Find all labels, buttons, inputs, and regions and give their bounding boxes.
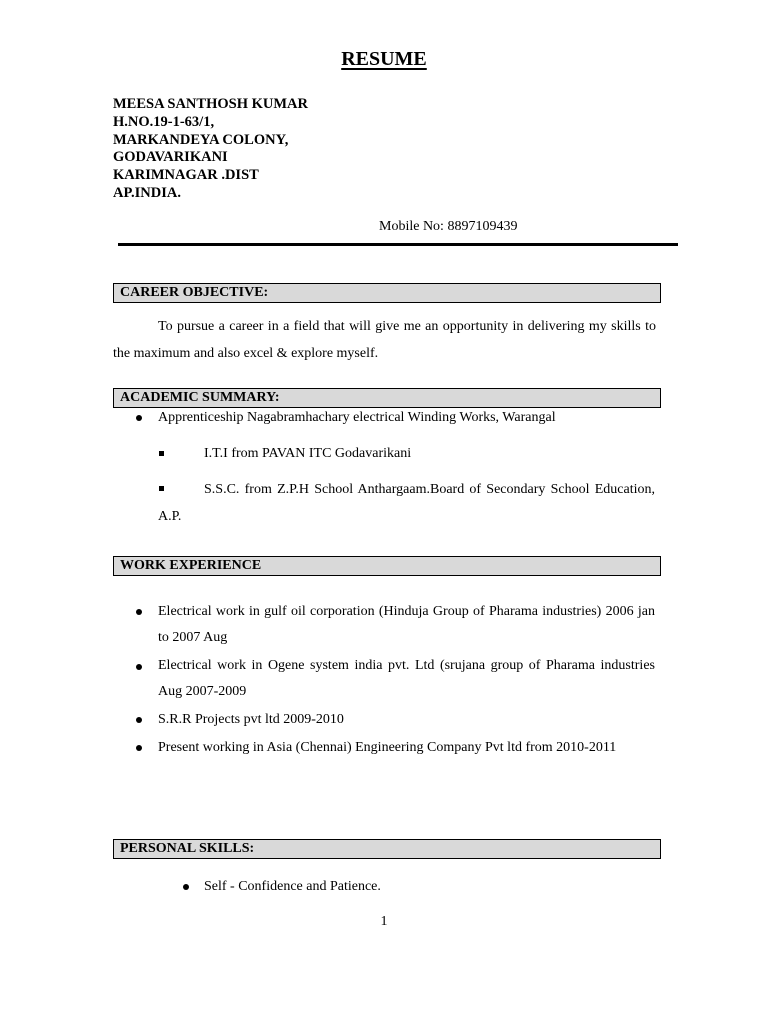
bullet-dot-icon — [136, 664, 142, 670]
mobile-number: Mobile No: 8897109439 — [379, 219, 518, 234]
address-line: KARIMNAGAR .DIST — [113, 167, 259, 184]
header-divider — [118, 243, 678, 246]
address-line: AP.INDIA. — [113, 184, 181, 201]
section-heading-academic-summary: ACADEMIC SUMMARY: — [113, 388, 661, 408]
list-item: I.T.I from PAVAN ITC Godavarikani — [204, 446, 412, 461]
bullet-dot-icon — [136, 717, 142, 723]
page-number: 1 — [380, 914, 388, 929]
list-item: Present working in Asia (Chennai) Engineering Company Pvt ltd from 2010-2011 — [158, 740, 617, 755]
bullet-dot-icon — [136, 745, 142, 751]
list-item: Self - Confidence and Patience. — [204, 879, 381, 894]
bullet-square-icon — [159, 451, 164, 456]
bullet-dot-icon — [136, 415, 142, 421]
bullet-dot-icon — [136, 609, 142, 615]
career-objective-body: To pursue a career in a field that will give me an opportunity in delivering my skills to the maximum and also excel & explore myself. — [113, 319, 656, 361]
list-item: Electrical work in Ogene system india pvt. Ltd (srujana group of Pharama industries Aug 2007-2009 — [158, 658, 655, 699]
list-item: Apprenticeship Nagabramhachary electrical Winding Works, Warangal — [158, 410, 556, 425]
candidate-name: MEESA SANTHOSH KUMAR — [113, 96, 308, 112]
address-line: GODAVARIKANI — [113, 149, 228, 166]
section-heading-work-experience: WORK EXPERIENCE — [113, 556, 661, 576]
address-block — [113, 96, 308, 203]
section-heading-personal-skills: PERSONAL SKILLS: — [113, 839, 661, 859]
bullet-dot-icon — [183, 884, 189, 890]
list-item: S.R.R Projects pvt ltd 2009-2010 — [158, 712, 344, 727]
section-heading-career-objective: CAREER OBJECTIVE: — [113, 283, 661, 303]
career-objective-text — [113, 313, 656, 367]
address-line: H.NO.19-1-63/1, — [113, 113, 215, 130]
list-item: S.S.C. from Z.P.H School Anthargaam.Board of Secondary School Education, A.P. — [158, 482, 655, 524]
list-item: Electrical work in gulf oil corporation (Hinduja Group of Pharama industries) 2006 jan to 2007 Aug — [158, 604, 655, 645]
page-title: RESUME — [341, 48, 427, 70]
address-line: MARKANDEYA COLONY, — [113, 131, 289, 148]
